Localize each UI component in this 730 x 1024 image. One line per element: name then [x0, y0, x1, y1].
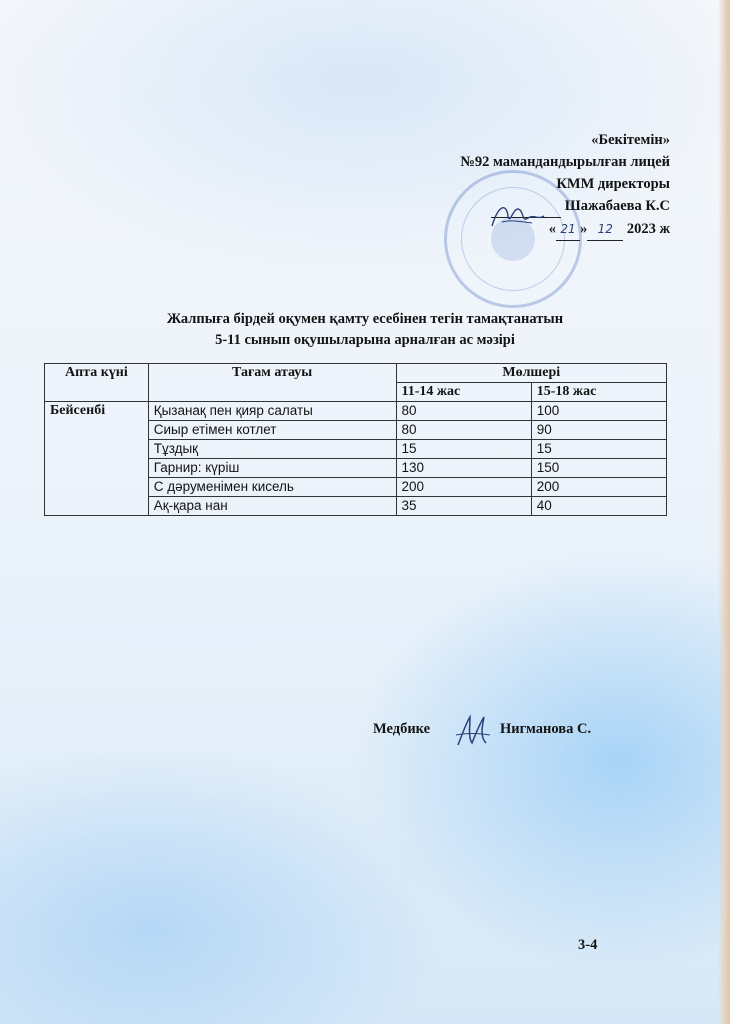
qty-15-18: 200 — [531, 478, 666, 497]
qty-15-18: 40 — [531, 497, 666, 516]
director-signature-icon — [488, 196, 548, 236]
dish-name: С дәруменімен кисель — [148, 478, 396, 497]
qty-15-18: 100 — [531, 402, 666, 421]
qty-15-18: 15 — [531, 440, 666, 459]
approval-signer: Шажабаева К.С — [564, 198, 670, 214]
approval-position: КММ директоры — [556, 176, 670, 192]
qty-15-18: 90 — [531, 421, 666, 440]
nurse-label: Медбике — [373, 721, 431, 737]
approval-institution: №92 мамандандырылған лицей — [460, 154, 670, 170]
dish-name: Ақ-қара нан — [148, 497, 396, 516]
qty-11-14: 35 — [396, 497, 531, 516]
col-header-quantity: Мөлшері — [396, 364, 666, 383]
col-header-name: Тағам атауы — [148, 364, 396, 402]
date-year: 2023 ж — [626, 221, 670, 237]
date-quote-close: » — [579, 221, 588, 237]
date-quote-open: « — [548, 221, 556, 237]
col-header-age-15-18: 15-18 жас — [531, 383, 666, 402]
date-day: 21 — [556, 218, 580, 241]
qty-11-14: 80 — [396, 421, 531, 440]
qty-11-14: 80 — [396, 402, 531, 421]
table-row — [45, 402, 667, 421]
date-month: 12 — [587, 218, 623, 241]
nurse-name: Нигманова С. — [500, 721, 592, 737]
table-header-row — [45, 364, 667, 383]
document-heading — [0, 309, 730, 351]
qty-11-14: 130 — [396, 459, 531, 478]
heading-line-2: 5-11 сынып оқушыларына арналған ас мәзірі — [215, 332, 515, 348]
nurse-signature-icon — [452, 713, 492, 749]
day-cell: Бейсенбі — [45, 402, 149, 516]
qty-15-18: 150 — [531, 459, 666, 478]
menu-table — [44, 363, 667, 516]
qty-11-14: 15 — [396, 440, 531, 459]
col-header-day: Апта күні — [45, 364, 149, 402]
col-header-age-11-14: 11-14 жас — [396, 383, 531, 402]
page-number: 3-4 — [578, 937, 598, 953]
paper-edge — [718, 0, 730, 1024]
dish-name: Тұздық — [148, 440, 396, 459]
heading-line-1: Жалпыға бірдей оқумен қамту есебінен тегін тамақтанатын — [166, 311, 564, 327]
dish-name: Қызанақ пен қияр салаты — [148, 402, 396, 421]
approval-title: «Бекітемін» — [591, 132, 670, 148]
dish-name: Сиыр етімен котлет — [148, 421, 396, 440]
dish-name: Гарнир: күріш — [148, 459, 396, 478]
qty-11-14: 200 — [396, 478, 531, 497]
